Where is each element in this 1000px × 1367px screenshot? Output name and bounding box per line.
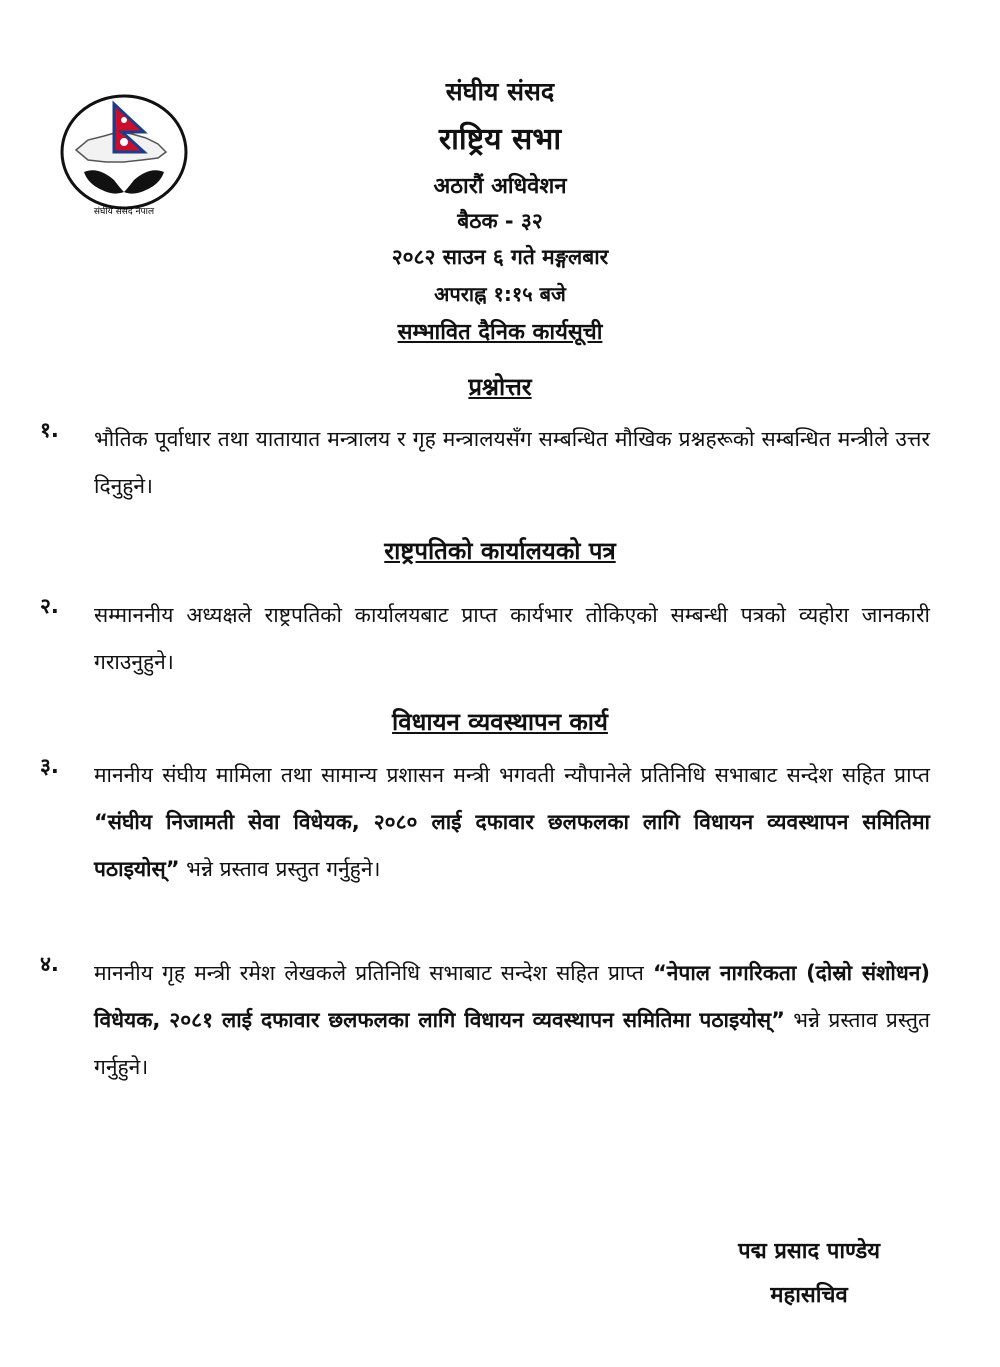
item-text-post: भन्ने प्रस्ताव प्रस्तुत गर्नुहुने। [179, 857, 381, 881]
agenda-title: सम्भावित दैनिक कार्यसूची [397, 320, 603, 345]
section-heading-questions: प्रश्नोत्तर [468, 373, 532, 401]
motion-title: “संघीय निजामती सेवा विधेयक, २०८० लाई दफावार छलफलका लागि विधायन व्यवस्थापन समितिमा पठाइयोस्” [94, 810, 930, 881]
header-line-4: बैठक - ३२ [457, 209, 543, 233]
header-line-2: राष्ट्रिय सभा [438, 122, 562, 157]
logo-caption: संघीय संसद नेपाल [93, 207, 155, 217]
agenda-item-3 [40, 752, 930, 893]
header-line-5: २०८२ साउन ६ गते मङ्गलबार [391, 245, 609, 269]
agenda-item-2 [40, 592, 930, 686]
item-text: भौतिक पूर्वाधार तथा यातायात मन्त्रालय र गृह मन्त्रालयसँग सम्बन्धित मौखिक प्रश्नहरूको सम्बन्धित मन्त्रीले उत्तर दिनुहुने। [94, 427, 930, 498]
item-text [94, 950, 930, 1091]
header-line-3: अठारौं अधिवेशन [433, 174, 567, 199]
agenda-item-1 [40, 416, 930, 510]
item-number: ४. [40, 952, 59, 976]
section-heading-legislation: विधायन व्यवस्थापन कार्य [392, 708, 608, 736]
item-number: १. [40, 418, 59, 442]
signatory-designation: महासचिव [770, 1283, 848, 1308]
agenda-item-4 [40, 950, 930, 1091]
section-heading-president-letter: राष्ट्रपतिको कार्यालयको पत्र [384, 537, 616, 565]
item-text: सम्माननीय अध्यक्षले राष्ट्रपतिको कार्यालयबाट प्राप्त कार्यभार तोकिएको सम्बन्धी पत्रको व्यहोरा जानकारी गराउनुहुने। [94, 603, 930, 674]
item-text-pre: माननीय गृह मन्त्री रमेश लेखकले प्रतिनिधि सभाबाट सन्देश सहित प्राप्त [94, 961, 653, 985]
item-text [94, 752, 930, 893]
motion-title: “नेपाल नागरिकता (दोस्रो संशोधन) विधेयक, २०८१ लाई दफावार छलफलका लागि विधायन व्यवस्थापन समितिमा पठाइयोस्” [94, 961, 930, 1032]
signature-block [738, 1230, 880, 1318]
item-text-post: भन्ने प्रस्ताव प्रस्तुत गर्नुहुने। [94, 1008, 930, 1079]
item-number: ३. [40, 754, 59, 778]
item-text-pre: माननीय संघीय मामिला तथा सामान्य प्रशासन मन्त्री भगवती न्यौपानेले प्रतिनिधि सभाबाट सन्देश सहित प्राप्त [94, 763, 930, 787]
item-number: २. [40, 594, 59, 618]
header-line-6: अपराह्न १:१५ बजे [434, 282, 566, 306]
signatory-name: पद्म प्रसाद पाण्डेय [738, 1239, 880, 1264]
header-line-1: संघीय संसद [445, 77, 555, 106]
